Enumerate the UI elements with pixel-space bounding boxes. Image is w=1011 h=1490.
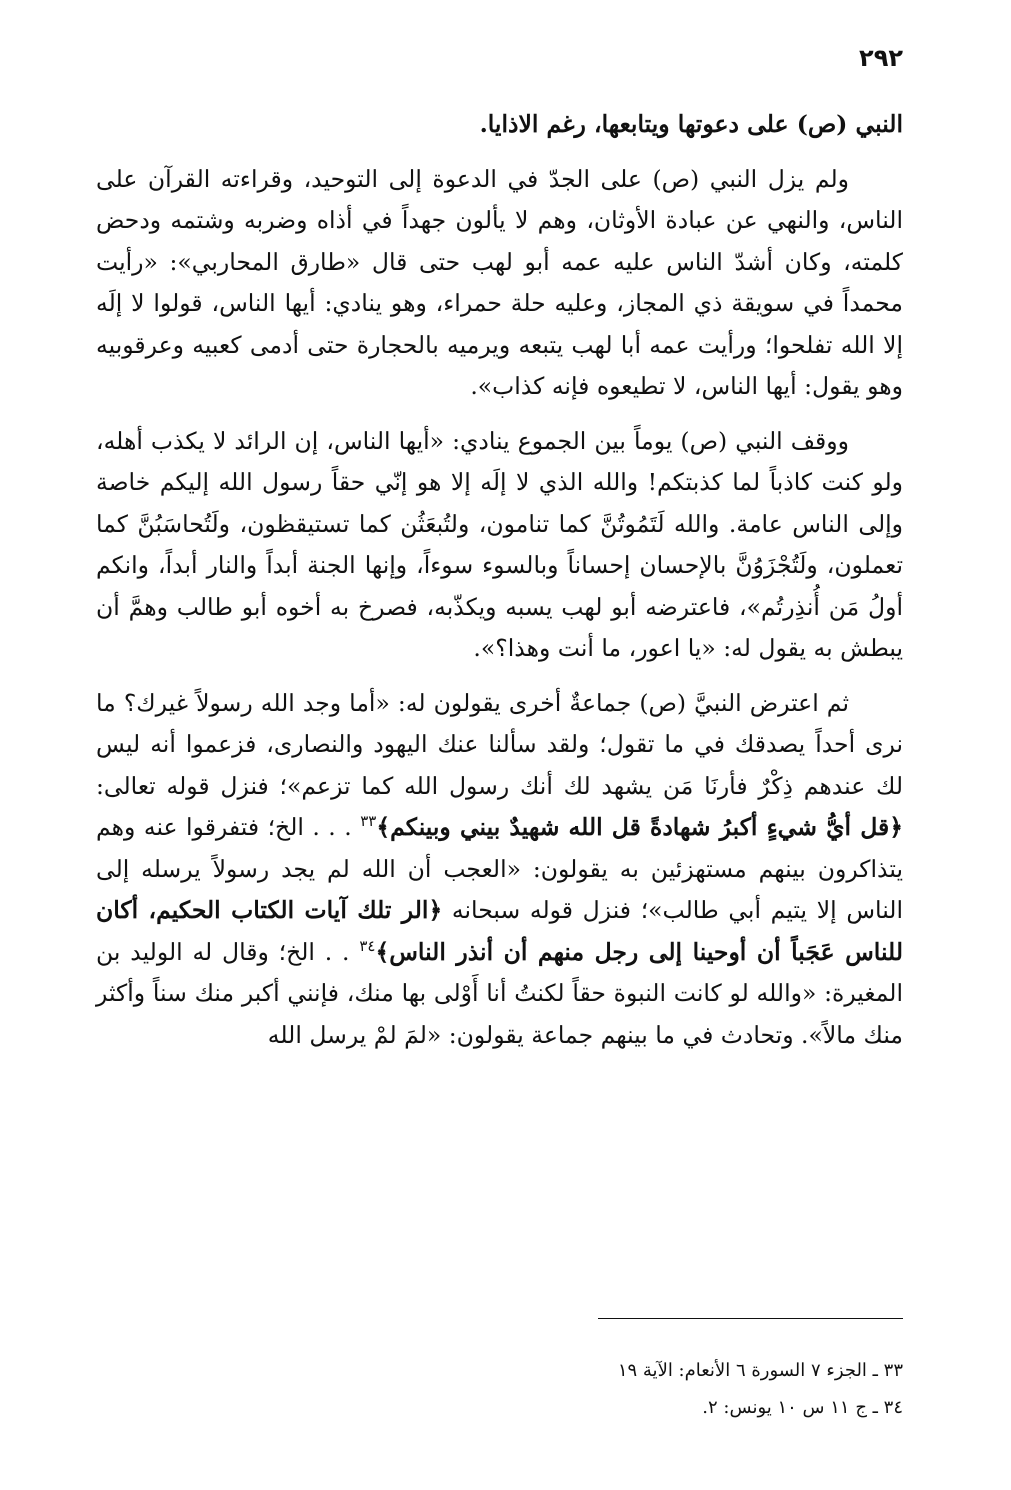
quran-quote-2: ﴿الر تلك آيات الكتاب الحكيم، أكان للناس عَجَباً أن أوحينا إلى رجل منهم أن أنذر الناس﴾ — [96, 896, 903, 966]
footnote-ref-33: ٣٣ — [360, 812, 377, 831]
footnote-34: ٣٤ ـ ج ١١ س ١٠ يونس: ٢. — [702, 1397, 903, 1418]
page-number: ٢٩٢ — [859, 44, 903, 72]
paragraph-3 — [96, 683, 903, 1057]
quran-quote-1: ﴿قل أيُّ شيءٍ أكبرُ شهادةً قل الله شهيدٌ بيني وبينكم﴾ — [376, 813, 904, 841]
paragraph-1: ولم يزل النبي (ص) على الجدّ في الدعوة إلى التوحيد، وقراءته القرآن على الناس، والنهي عن عبادة الأوثان، وهم لا يألون جهداً في أذاه وضربه وشتمه ودحض كلمته، وكان أشدّ الناس عليه عمه أبو لهب حتى قال «طارق المحاربي»: «رأيت محمداً في سويقة ذي المجاز، وعليه حلة حمراء، وهو ينادي: أيها الناس، قولوا لا إلَه إلا الله تفلحوا؛ ورأيت عمه أبا لهب يتبعه ويرميه بالحجارة حتى أدمى كعبيه وعرقوبيه وهو يقول: أيها الناس، لا تطيعوه فإنه كذاب». — [96, 164, 903, 400]
footnote-divider — [598, 1318, 903, 1319]
paragraph-continuation: النبي (ص) على دعوتها ويتابعها، رغم الاذايا. — [479, 110, 903, 138]
paragraph-2: ووقف النبي (ص) يوماً بين الجموع ينادي: «أيها الناس، إن الرائد لا يكذب أهله، ولو كنت كاذباً لما كذبتكم! والله الذي لا إلَه إلا هو إنّي حقاً رسول الله إليكم خاصة وإلى الناس عامة. والله لَتَمُوتُنَّ كما تنامون، ولتُبعَثُن كما تستيقظون، ولَتُحاسَبُنَّ كما تعملون، ولَتُجْزَوُنَّ بالإحسان إحساناً وبالسوء سوءاً، وإنها الجنة أبداً والنار أبداً، وانكم أولُ مَن أُنذِرتُم»، فاعترضه أبو لهب يسبه ويكذّبه، فصرخ به أخوه أبو طالب وهمَّ أن يبطش به يقول له: «يا اعور، ما أنت وهذا؟». — [96, 426, 903, 662]
paragraph-3-text-2: . . . الخ؛ فتفرقوا عنه وهم يتذاكرون بينهم مستهزئين به يقولون: «العجب أن الله لم يجد رسولاً يرسله إلى الناس إلا يتيم أبي طالب»؛ فنزل قوله سبحانه — [96, 813, 903, 924]
paragraph-3-text-1: ثم اعترض النبيَّ (ص) جماعةٌ أخرى يقولون له: «أما وجد الله رسولاً غيرك؟ ما نرى أحداً يصدقك في ما تقول؛ ولقد سألنا عنك اليهود والنصارى، فزعموا أنه ليس لك عندهم ذِكْرٌ فأرنَا مَن يشهد لك أنك رسول الله كما تزعم»؛ فنزل قوله تعالى: — [96, 688, 903, 800]
footnote-ref-34: ٣٤ — [359, 936, 376, 955]
footnote-33: ٣٣ ـ الجزء ٧ السورة ٦ الأنعام: الآية ١٩ — [617, 1360, 903, 1381]
footnotes — [343, 1352, 903, 1426]
body-text — [96, 104, 903, 1069]
paragraph-3-text-3: . . الخ؛ وقال له الوليد بن المغيرة: «والله لو كانت النبوة حقاً لكنتُ أنا أَوْلى بها منك، فإنني أكبر منك سناً وأكثر منك مالاً». وتحادث في ما بينهم جماعة يقولون: «لمَ لمْ يرسل الله — [96, 937, 903, 1049]
